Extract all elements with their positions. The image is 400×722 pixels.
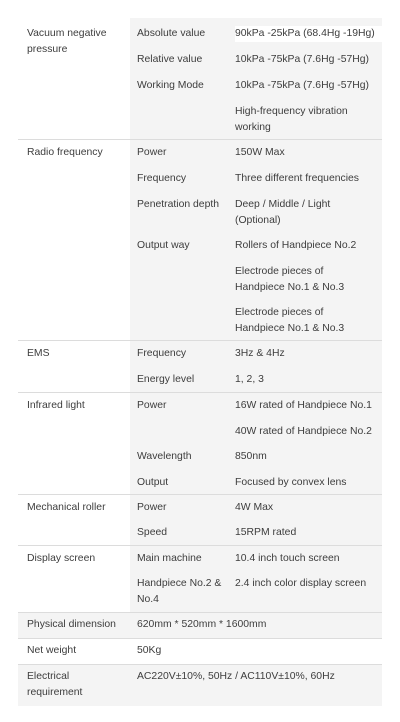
param-value: Focused by convex lens <box>235 477 347 488</box>
category-label: Physical dimension <box>27 619 116 630</box>
param-value: 2.4 inch color display screen <box>235 578 367 589</box>
spec-row-ems <box>0 341 400 392</box>
category-label: Vacuum negative pressure <box>27 28 107 55</box>
category-label: Infrared light <box>27 400 85 411</box>
param-value: 40W rated of Handpiece No.2 <box>235 426 372 437</box>
param-value: 150W Max <box>235 147 285 158</box>
spec-row-display-screen <box>0 546 400 612</box>
param-label: Penetration depth <box>137 199 220 210</box>
param-value: 90kPa -25kPa (68.4Hg -19Hg) <box>235 26 385 42</box>
spec-row-mechanical-roller <box>0 495 400 545</box>
spec-row-vacuum <box>0 18 400 139</box>
param-value: 10.4 inch touch screen <box>235 553 340 564</box>
param-value: 3Hz & 4Hz <box>235 348 285 359</box>
param-value: Deep / Middle / Light (Optional) <box>235 199 331 226</box>
ems-cells <box>0 341 400 392</box>
infrared-cells <box>0 393 400 494</box>
spec-row-net-weight <box>18 639 382 664</box>
rf-cells <box>0 140 400 340</box>
param-value: 16W rated of Handpiece No.1 <box>235 400 372 411</box>
param-value: 15RPM rated <box>235 527 297 538</box>
param-label: Absolute value <box>137 28 206 39</box>
param-value: 10kPa -75kPa (7.6Hg -57Hg) <box>235 54 369 65</box>
param-value: Electrode pieces of Handpiece No.1 & No.3 <box>235 307 345 334</box>
param-value: Electrode pieces of Handpiece No.1 & No.3 <box>235 266 345 293</box>
vacuum-cells <box>0 18 400 139</box>
param-label: Power <box>137 400 167 411</box>
spec-row-electrical <box>18 665 382 706</box>
spec-value: 50Kg <box>137 645 162 656</box>
param-label: Wavelength <box>137 451 192 462</box>
spec-row-physical-dimension <box>18 613 382 638</box>
spec-value: 620mm * 520mm * 1600mm <box>137 619 267 630</box>
param-label: Output way <box>137 240 190 251</box>
spec-row-radio-frequency <box>0 140 400 340</box>
category-label: Net weight <box>27 645 77 656</box>
param-label: Power <box>137 502 167 513</box>
param-value: High-frequency vibration working <box>235 106 348 133</box>
param-value: Three different frequencies <box>235 173 359 184</box>
param-value: Rollers of Handpiece No.2 <box>235 240 357 251</box>
display-cells <box>0 546 400 612</box>
param-label: Main machine <box>137 553 202 564</box>
param-label: Handpiece No.2 & No.4 <box>137 578 222 605</box>
param-label: Frequency <box>137 348 187 359</box>
param-label: Energy level <box>137 374 195 385</box>
param-value: 4W Max <box>235 502 274 513</box>
param-label: Relative value <box>137 54 203 65</box>
category-label: Mechanical roller <box>27 502 106 513</box>
roller-cells <box>0 495 400 545</box>
param-label: Output <box>137 477 169 488</box>
param-value: 1, 2, 3 <box>235 374 264 385</box>
param-value: 850nm <box>235 451 267 462</box>
spec-value: AC220V±10%, 50Hz / AC110V±10%, 60Hz <box>137 671 335 682</box>
param-label: Speed <box>137 527 168 538</box>
param-label: Power <box>137 147 167 158</box>
param-label: Working Mode <box>137 80 204 91</box>
param-label: Frequency <box>137 173 187 184</box>
category-label: EMS <box>27 348 50 359</box>
category-label: Radio frequency <box>27 147 103 158</box>
param-value: 10kPa -75kPa (7.6Hg -57Hg) <box>235 80 369 91</box>
category-label: Electrical requirement <box>27 671 83 698</box>
spec-row-infrared <box>0 393 400 494</box>
category-label: Display screen <box>27 553 96 564</box>
